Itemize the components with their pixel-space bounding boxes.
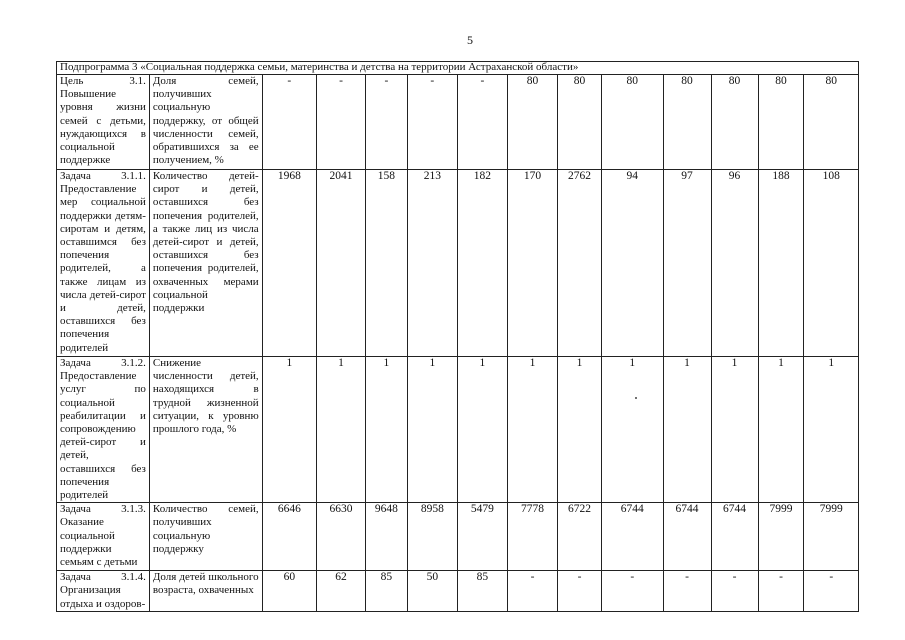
value-cell: 6744	[663, 503, 711, 571]
value-cell: 7999	[804, 503, 859, 571]
value-cell: 1	[507, 357, 557, 503]
goal-cell: Задача 3.1.2. Предоставление услуг по социальной реабилитации и сопровождению детей-сирот и детей, оставшихся без попечения родителей	[57, 357, 150, 503]
value-cell: 1	[601, 357, 663, 503]
value-cell: 62	[316, 571, 365, 612]
value-cell: 6722	[558, 503, 602, 571]
value-cell: -	[663, 571, 711, 612]
value-cell: 188	[758, 170, 804, 357]
value-cell: -	[407, 75, 457, 170]
value-cell: -	[262, 75, 316, 170]
indicators-table	[56, 61, 859, 612]
subprogram-header: Подпрограмма 3 «Социальная поддержка семьи, материнства и детства на территории Астраханской области»	[57, 62, 859, 75]
value-cell: 85	[366, 571, 408, 612]
value-cell: 158	[366, 170, 408, 357]
value-cell: 1	[758, 357, 804, 503]
value-cell: 1	[407, 357, 457, 503]
value-cell: -	[601, 571, 663, 612]
value-cell: -	[558, 571, 602, 612]
value-cell: 1968	[262, 170, 316, 357]
page-number: 5	[467, 33, 473, 47]
table-row	[57, 571, 859, 612]
scan-speck	[635, 397, 637, 399]
value-cell: 50	[407, 571, 457, 612]
value-cell: 80	[601, 75, 663, 170]
indicator-cell: Количество семей, получивших социальную поддержку	[149, 503, 262, 571]
value-cell: 8958	[407, 503, 457, 571]
value-cell: 80	[804, 75, 859, 170]
value-cell: 213	[407, 170, 457, 357]
value-cell: 2762	[558, 170, 602, 357]
value-cell: 6630	[316, 503, 365, 571]
value-cell: -	[804, 571, 859, 612]
indicator-cell: Доля детей школьного возраста, охваченных	[149, 571, 262, 612]
value-cell: 80	[558, 75, 602, 170]
value-cell: 80	[663, 75, 711, 170]
indicator-cell: Снижение численности детей, находящихся в трудной жизненной ситуации, к уровню прошлого года, %	[149, 357, 262, 503]
value-cell: 80	[711, 75, 758, 170]
value-cell: 1	[558, 357, 602, 503]
value-cell: 6744	[601, 503, 663, 571]
value-cell: 6744	[711, 503, 758, 571]
value-cell: -	[758, 571, 804, 612]
table-row	[57, 503, 859, 571]
indicator-cell: Количество детей-сирот и детей, оставшихся без попечения родителей, а также лиц из числа детей-сирот и детей, оставшихся без попечения родителей, охваченных мерами социальной поддержки	[149, 170, 262, 357]
value-cell: 5479	[457, 503, 507, 571]
value-cell: 85	[457, 571, 507, 612]
value-cell: 96	[711, 170, 758, 357]
value-cell: 7778	[507, 503, 557, 571]
goal-cell: Цель 3.1. Повышение уровня жизни семей с детьми, нуждающихся в социальной поддержке	[57, 75, 150, 170]
value-cell: 9648	[366, 503, 408, 571]
value-cell: -	[711, 571, 758, 612]
value-cell: 94	[601, 170, 663, 357]
value-cell: -	[366, 75, 408, 170]
table-row	[57, 170, 859, 357]
value-cell: 1	[711, 357, 758, 503]
value-cell: 108	[804, 170, 859, 357]
goal-cell: Задача 3.1.1. Предоставление мер социальной поддержки детям-сиротам и детям, оставшимся без попечения родителей, а также лицам из числа детей-сирот и детей, оставшихся без попечения родителей	[57, 170, 150, 357]
value-cell: 1	[262, 357, 316, 503]
value-cell: 2041	[316, 170, 365, 357]
value-cell: 1	[457, 357, 507, 503]
table-row	[57, 75, 859, 170]
value-cell: 60	[262, 571, 316, 612]
value-cell: 6646	[262, 503, 316, 571]
value-cell: 1	[316, 357, 365, 503]
value-cell: 170	[507, 170, 557, 357]
value-cell: 80	[758, 75, 804, 170]
value-cell: 97	[663, 170, 711, 357]
value-cell: -	[507, 571, 557, 612]
indicator-cell: Доля семей, получивших социальную поддержку, от общей численности семей, обратившихся за ее получением, %	[149, 75, 262, 170]
value-cell: 182	[457, 170, 507, 357]
value-cell: 1	[804, 357, 859, 503]
value-cell: 1	[366, 357, 408, 503]
value-cell: 1	[663, 357, 711, 503]
value-cell: -	[457, 75, 507, 170]
goal-cell: Задача 3.1.4. Организация отдыха и оздоров-	[57, 571, 150, 612]
table-row	[57, 357, 859, 503]
value-cell: -	[316, 75, 365, 170]
value-cell: 7999	[758, 503, 804, 571]
goal-cell: Задача 3.1.3. Оказание социальной поддержки семьям с детьми	[57, 503, 150, 571]
value-cell: 80	[507, 75, 557, 170]
